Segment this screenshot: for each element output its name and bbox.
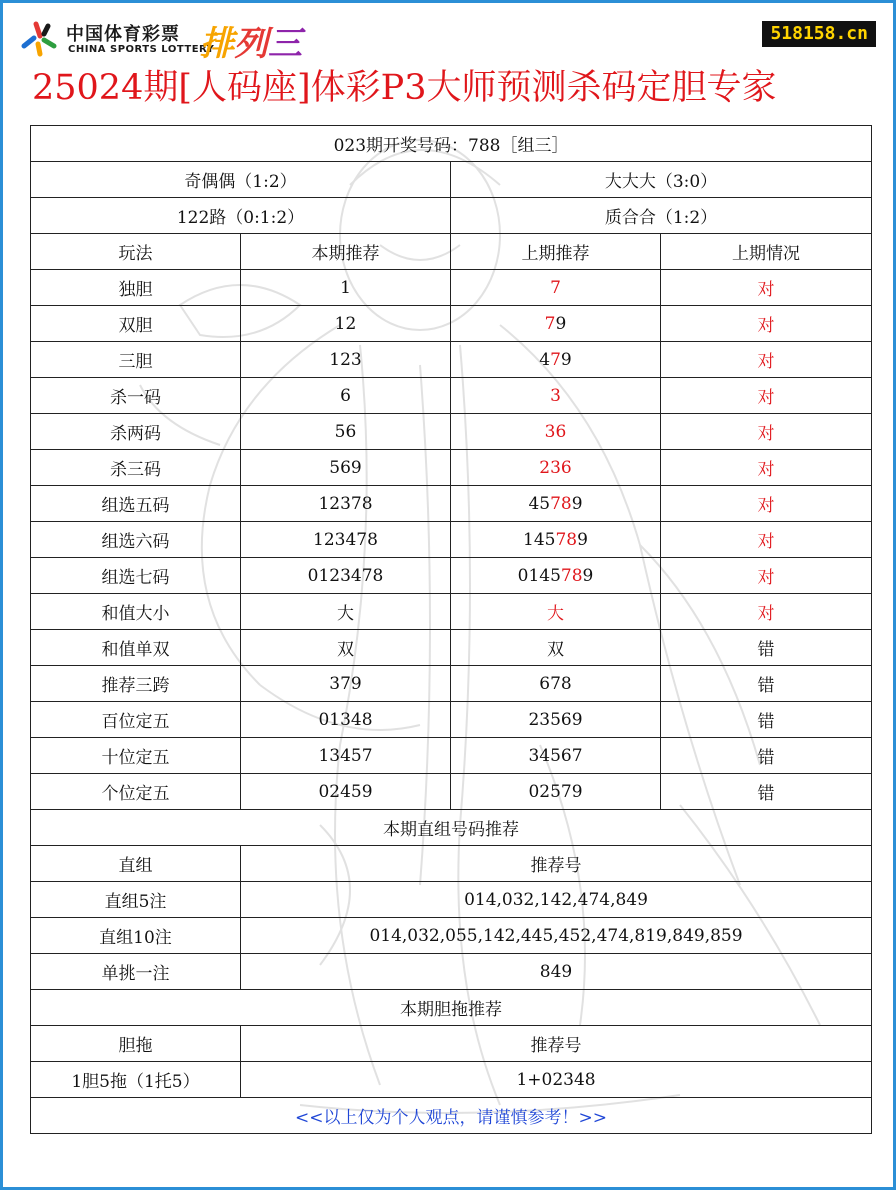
previous-pick	[451, 522, 661, 558]
column-header: 上期情况	[661, 234, 872, 270]
previous-status: 对	[661, 414, 872, 450]
current-pick: 379	[241, 666, 451, 702]
previous-pick	[451, 342, 661, 378]
section-column-header: 推荐号	[241, 846, 872, 882]
table-row	[31, 1062, 872, 1098]
previous-pick-segment: 双	[547, 640, 564, 660]
previous-status: 错	[661, 630, 872, 666]
previous-pick-segment: 02579	[528, 781, 583, 802]
previous-pick-segment: 大	[547, 604, 564, 624]
table-row	[31, 558, 872, 594]
pick-label: 单挑一注	[31, 954, 241, 990]
previous-pick-segment: 78	[555, 529, 578, 550]
table-row	[31, 954, 872, 990]
pick-label: 直组5注	[31, 882, 241, 918]
current-pick: 6	[241, 378, 451, 414]
previous-pick	[451, 666, 661, 702]
previous-pick	[451, 702, 661, 738]
play-type: 个位定五	[31, 774, 241, 810]
table-row	[31, 918, 872, 954]
table-row	[31, 630, 872, 666]
pick-numbers: 014,032,055,142,445,452,474,819,849,859	[241, 918, 872, 954]
current-pick: 13457	[241, 738, 451, 774]
prediction-table	[30, 125, 872, 1134]
previous-pick	[451, 594, 661, 630]
column-header: 上期推荐	[451, 234, 661, 270]
previous-pick	[451, 378, 661, 414]
play-type: 推荐三跨	[31, 666, 241, 702]
play-type: 杀一码	[31, 378, 241, 414]
table-row	[31, 774, 872, 810]
page-title: 25024期[人码座]体彩P3大师预测杀码定胆专家	[32, 68, 777, 108]
prime-pattern: 质合合（1:2）	[451, 198, 872, 234]
previous-pick-segment: 34567	[528, 745, 583, 766]
section-column-header: 推荐号	[241, 1026, 872, 1062]
page-header	[0, 0, 896, 122]
site-badge[interactable]: 518158.cn	[762, 21, 876, 47]
previous-status: 错	[661, 666, 872, 702]
table-row	[31, 594, 872, 630]
play-type: 杀三码	[31, 450, 241, 486]
lottery-logo	[18, 16, 318, 62]
table-row	[31, 522, 872, 558]
previous-status: 对	[661, 342, 872, 378]
previous-pick-segment: 78	[550, 493, 572, 514]
odd-even-pattern: 奇偶偶（1:2）	[31, 162, 451, 198]
previous-status: 对	[661, 558, 872, 594]
pick-numbers: 1+02348	[241, 1062, 872, 1098]
play-type: 双胆	[31, 306, 241, 342]
previous-pick-segment: 23569	[528, 709, 583, 730]
current-pick: 12	[241, 306, 451, 342]
table-row	[31, 666, 872, 702]
table-row	[31, 702, 872, 738]
section-title: 本期直组号码推荐	[31, 810, 872, 846]
footer-row	[31, 1098, 872, 1134]
section-header-row	[31, 1026, 872, 1062]
previous-pick-segment: 7	[544, 313, 556, 334]
previous-status: 对	[661, 450, 872, 486]
previous-pick	[451, 270, 661, 306]
previous-pick	[451, 414, 661, 450]
lottery-mark-icon	[18, 16, 60, 58]
previous-pick-segment: 7	[550, 277, 561, 298]
previous-pick-segment: 9	[555, 313, 567, 334]
previous-pick-segment: 36	[544, 421, 567, 442]
logo-chinese-text: 中国体育彩票	[66, 24, 180, 45]
current-pick: 123	[241, 342, 451, 378]
pick-label: 1胆5拖（1托5）	[31, 1062, 241, 1098]
current-pick: 123478	[241, 522, 451, 558]
play-type: 百位定五	[31, 702, 241, 738]
section-column-header: 胆拖	[31, 1026, 241, 1062]
previous-status: 对	[661, 594, 872, 630]
section-title-row	[31, 990, 872, 1026]
column-header: 玩法	[31, 234, 241, 270]
current-pick: 01348	[241, 702, 451, 738]
previous-pick-segment: 9	[571, 493, 583, 514]
logo-p3-char: 列	[234, 24, 268, 64]
pick-numbers: 014,032,142,474,849	[241, 882, 872, 918]
current-pick: 0123478	[241, 558, 451, 594]
table-row	[31, 306, 872, 342]
current-pick: 12378	[241, 486, 451, 522]
section-header-row	[31, 846, 872, 882]
current-pick: 02459	[241, 774, 451, 810]
previous-status: 错	[661, 702, 872, 738]
previous-status: 对	[661, 522, 872, 558]
previous-pick-segment: 4	[539, 349, 551, 370]
previous-pick	[451, 630, 661, 666]
play-type: 和值大小	[31, 594, 241, 630]
previous-pick-segment: 0145	[517, 565, 561, 586]
current-pick: 56	[241, 414, 451, 450]
play-type: 组选七码	[31, 558, 241, 594]
current-pick: 569	[241, 450, 451, 486]
logo-p3-char: 三	[268, 24, 302, 64]
previous-status: 对	[661, 270, 872, 306]
last-draw-result: 023期开奖号码：788［组三］	[31, 126, 872, 162]
previous-pick-segment: 9	[577, 529, 588, 550]
table-row	[31, 414, 872, 450]
current-pick: 大	[241, 594, 451, 630]
pick-numbers: 849	[241, 954, 872, 990]
previous-pick-segment: 9	[582, 565, 594, 586]
previous-pick	[451, 558, 661, 594]
previous-pick-segment: 45	[528, 493, 551, 514]
previous-pick-segment: 236	[539, 457, 572, 478]
logo-english-text: CHINA SPORTS LOTTERY	[68, 44, 215, 55]
table-row	[31, 486, 872, 522]
previous-status: 对	[661, 378, 872, 414]
play-type: 组选六码	[31, 522, 241, 558]
previous-pick-segment: 7	[550, 349, 561, 370]
previous-pick	[451, 450, 661, 486]
section-title: 本期胆拖推荐	[31, 990, 872, 1026]
last-draw-row	[31, 198, 872, 234]
big-small-pattern: 大大大（3:0）	[451, 162, 872, 198]
table-row	[31, 738, 872, 774]
play-type: 和值单双	[31, 630, 241, 666]
previous-pick-segment: 678	[539, 673, 572, 694]
play-type: 三胆	[31, 342, 241, 378]
previous-pick	[451, 486, 661, 522]
play-type: 独胆	[31, 270, 241, 306]
section-title-row	[31, 810, 872, 846]
previous-pick-segment: 78	[560, 565, 583, 586]
column-header: 本期推荐	[241, 234, 451, 270]
table-row	[31, 378, 872, 414]
table-row	[31, 882, 872, 918]
table-row	[31, 270, 872, 306]
table-header-row	[31, 234, 872, 270]
table-row	[31, 342, 872, 378]
previous-pick-segment: 3	[550, 385, 561, 406]
previous-pick	[451, 738, 661, 774]
play-type: 组选五码	[31, 486, 241, 522]
previous-pick-segment: 9	[560, 349, 572, 370]
last-draw-row	[31, 126, 872, 162]
play-type: 杀两码	[31, 414, 241, 450]
last-draw-row	[31, 162, 872, 198]
route-pattern: 122路（0:1:2）	[31, 198, 451, 234]
section-column-header: 直组	[31, 846, 241, 882]
pick-label: 直组10注	[31, 918, 241, 954]
footer-disclaimer: <<以上仅为个人观点，请谨慎参考！>>	[31, 1098, 872, 1134]
previous-status: 对	[661, 306, 872, 342]
previous-pick	[451, 306, 661, 342]
previous-status: 错	[661, 774, 872, 810]
current-pick: 1	[241, 270, 451, 306]
logo-p3-char: 排	[200, 24, 234, 64]
previous-pick	[451, 774, 661, 810]
current-pick: 双	[241, 630, 451, 666]
previous-status: 对	[661, 486, 872, 522]
previous-status: 错	[661, 738, 872, 774]
play-type: 十位定五	[31, 738, 241, 774]
previous-pick-segment: 145	[523, 529, 556, 550]
table-row	[31, 450, 872, 486]
logo-p3-text	[200, 16, 302, 65]
